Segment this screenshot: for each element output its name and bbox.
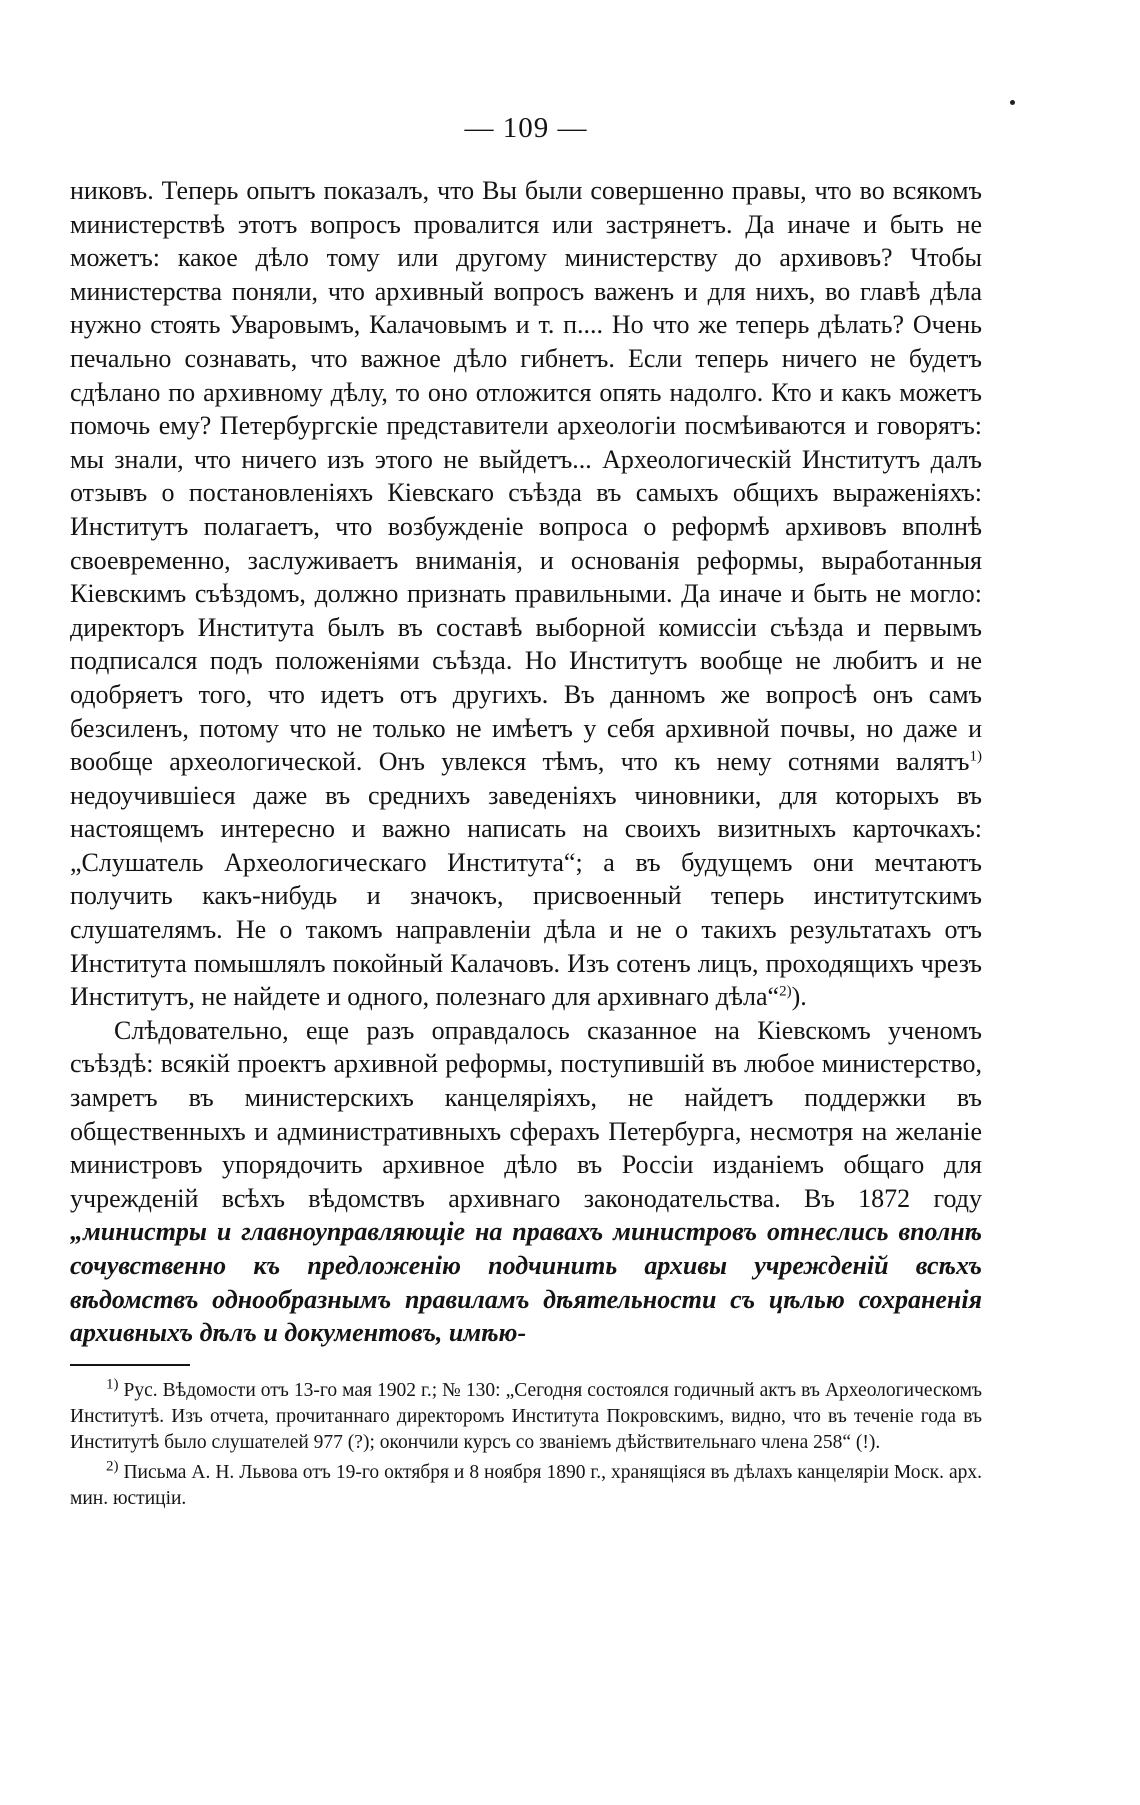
footnotes bbox=[70, 1378, 982, 1512]
footnote-divider bbox=[70, 1364, 190, 1366]
page-number: — 109 — bbox=[464, 112, 588, 144]
paragraph-2 bbox=[70, 1014, 982, 1350]
footnote-ref-2: 2) bbox=[779, 983, 792, 1000]
paragraph-1-part-b: недоучившіеся даже въ среднихъ заведеніяхъ чиновники, для которыхъ въ настоящемъ интересно и важно написать на своихъ визитныхъ карточкахъ: „Слушатель Археологическаго Института“; а въ будущемъ они мечтаютъ получить какъ-нибудь и значокъ, присвоенный теперь институтскимъ слушателямъ. Не о такомъ направленіи дѣла и не о такихъ результатахъ отъ Института помышлялъ покойный Калачовъ. Изъ сотенъ лицъ, проходящихъ чрезъ Институтъ, не найдете и одного, полезнаго для архивнаго дѣла“ bbox=[70, 780, 982, 1012]
footnote-2-text: Письма А. Н. Львова отъ 19-го октября и 8 ноября 1890 г., хранящіяся въ дѣлахъ канцеляріи Моск. арх. мин. юстиціи. bbox=[70, 1461, 982, 1509]
paragraph-1-part-a: никовъ. Теперь опытъ показалъ, что Вы были совершенно правы, что во всякомъ министерствѣ этотъ вопросъ провалится или застрянетъ. Да иначе и быть не можетъ: какое дѣло тому или другому министерству до архивовъ? Чтобы министерства поняли, что архивный вопросъ важенъ и для нихъ, во главѣ дѣла нужно стоять Уваровымъ, Калачовымъ и т. п.... Но что же теперь дѣлать? Очень печально сознавать, что важное дѣло гибнетъ. Если теперь ничего не будетъ сдѣлано по архивному дѣлу, то оно отложится опять надолго. Кто и какъ можетъ помочь ему? Петербургскіе представители археологіи посмѣиваются и говорятъ: мы знали, что ничего изъ этого не выйдетъ... Археологическій Институтъ далъ отзывъ о постановленіяхъ Кіевскаго съѣзда въ самыхъ общихъ выраженіяхъ: Институтъ полагаетъ, что возбужденіе вопроса о реформѣ архивовъ вполнѣ своевременно, заслуживаетъ вниманія, и основанія реформы, выработанныя Кіевскимъ съѣздомъ, должно признать правильными. Да иначе и быть не могло: директоръ Института былъ въ составѣ выборной комиссіи съѣзда и первымъ подписался подъ положеніями съѣзда. Но Институтъ вообще не любитъ и не одобряетъ того, что идетъ отъ другихъ. Въ данномъ же вопросѣ онъ самъ безсиленъ, потому что не только не имѣетъ у себя архивной почвы, но даже и вообще археологической. Онъ увлекся тѣмъ, что къ нему сотнями валятъ bbox=[70, 176, 982, 777]
footnote-ref-1: 1) bbox=[969, 748, 982, 765]
footnote-2 bbox=[70, 1460, 982, 1512]
footnote-2-mark: 2) bbox=[106, 1458, 119, 1475]
paragraph-1 bbox=[70, 174, 982, 1014]
document-page bbox=[70, 108, 982, 1516]
footnote-1-mark: 1) bbox=[106, 1376, 119, 1393]
paragraph-2-quote: „министры и главноуправляющіе на правахъ министровъ отнеслись вполнѣ сочувственно къ предложенію подчинить архивы учрежденій всѣхъ вѣдомствъ однообразнымъ правиламъ дѣятельности съ цѣлью сохраненія архивныхъ дѣлъ и документовъ, имѣю- bbox=[70, 1217, 982, 1348]
paragraph-1-part-c: ). bbox=[791, 982, 807, 1012]
print-speck bbox=[1010, 100, 1015, 105]
footnote-1-text: Рус. Вѣдомости отъ 13-го мая 1902 г.; № 130: „Сегодня состоялся годичный актъ въ Археологическомъ Институтѣ. Изъ отчета, прочитаннаго директоромъ Института Покровскимъ, видно, что въ теченіе года въ Институтѣ было слушателей 977 (?); окончили курсъ со званіемъ дѣйствительнаго члена 258“ (!). bbox=[70, 1379, 982, 1453]
footnote-1 bbox=[70, 1378, 982, 1456]
main-text bbox=[70, 174, 982, 1350]
paragraph-2-part-a: Слѣдовательно, еще разъ оправдалось сказанное на Кіевскомъ ученомъ съѣздѣ: всякій проектъ архивной реформы, поступившій въ любое министерство, замретъ въ министерскихъ канцеляріяхъ, не найдетъ поддержки въ общественныхъ и административныхъ сферахъ Петербурга, несмотря на желаніе министровъ упорядочить архивное дѣло въ Россіи изданіемъ общаго для учрежденій всѣхъ вѣдомствъ архивнаго законодательства. Въ 1872 году bbox=[70, 1015, 982, 1213]
